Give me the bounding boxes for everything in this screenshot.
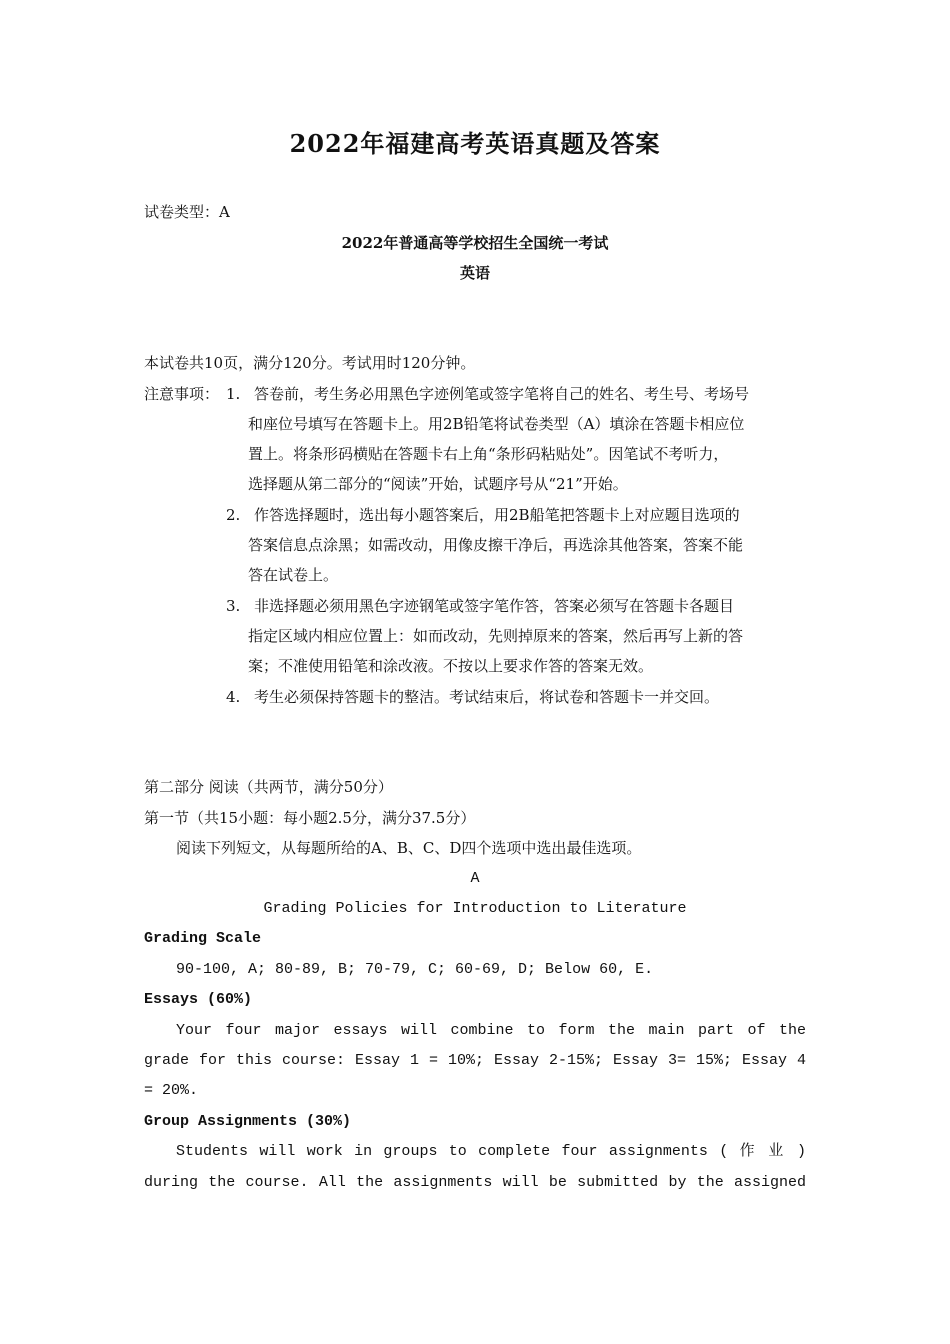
group-line: Students will work in groups to complete four assignments ( 作 业 ) bbox=[176, 1143, 806, 1160]
passage-letter: A bbox=[470, 870, 480, 887]
essays-line: Your four major essays will combine to form the main part of the bbox=[176, 1022, 806, 1039]
notice-number: 1. bbox=[226, 385, 241, 403]
notice-number: 4. bbox=[226, 688, 241, 706]
grading-heading: Grading Scale bbox=[144, 930, 262, 947]
notice-line: 答卷前，考生务必用黑色字迹例笔或签字笔将自己的姓名、考生号、考场号 bbox=[254, 385, 750, 403]
essays-line: = 20%. bbox=[144, 1082, 199, 1099]
notice-line: 指定区域内相应位置上：如而改动，先则掉原来的答案，然后再写上新的答 bbox=[248, 627, 744, 645]
exam-name: 2022年普通高等学校招生全国统一考试 bbox=[341, 234, 609, 252]
essays-line: grade for this course: Essay 1 = 10%; Essay 2-15%; Essay 3= 15%; Essay 4 bbox=[144, 1052, 806, 1069]
notice-line: 答案信息点涂黑；如需改动，用像皮擦干净后，再选涂其他答案，答案不能 bbox=[248, 536, 744, 554]
notice-line: 考生必须保持答题卡的整洁。考试结束后，将试卷和答题卡一并交回。 bbox=[254, 688, 720, 706]
notice-number: 2. bbox=[226, 506, 241, 524]
notice-line: 置上。将条形码横贴在答题卡右上角“条形码粘贴处”。因笔试不考听力， bbox=[248, 445, 729, 463]
grading-text: 90-100, A; 80-89, B; 70-79, C; 60-69, D; Below 60, E. bbox=[176, 961, 654, 978]
part2-heading: 第二部分 阅读（共两节，满分50分） bbox=[144, 778, 393, 796]
paper-type: 试卷类型：A bbox=[144, 203, 230, 221]
notice-line: 作答选择题时，选出每小题答案后，用2B船笔把答题卡上对应题目选项的 bbox=[254, 506, 740, 524]
essays-heading: Essays (60%) bbox=[144, 991, 253, 1008]
document-title: 2022年福建高考英语真题及答案 bbox=[289, 129, 661, 158]
exam-intro: 本试卷共10页，满分120分。考试用时120分钟。 bbox=[144, 354, 476, 372]
group-line: during the course. All the assignments will be submitted by the assigned bbox=[144, 1174, 806, 1191]
notice-line: 答在试卷上。 bbox=[248, 566, 339, 584]
group-heading: Group Assignments (30%) bbox=[144, 1113, 352, 1130]
notice-line: 非选择题必须用黑色字迹钢笔或签字笔作答，答案必须写在答题卡各题目 bbox=[254, 597, 735, 615]
notice-number: 3. bbox=[226, 597, 241, 615]
subject-label: 英语 bbox=[459, 264, 490, 282]
notice-line: 和座位号填写在答题卡上。用2B铅笔将试卷类型（A）填涂在答题卡相应位 bbox=[248, 415, 745, 433]
notice-line: 案；不准使用铅笔和涂改液。不按以上要求作答的答案无效。 bbox=[248, 657, 654, 675]
notice-line: 选择题从第二部分的“阅读”开始，试题序号从“21”开始。 bbox=[248, 475, 628, 493]
notice-label: 注意事项： bbox=[144, 385, 220, 403]
reading-instruction: 阅读下列短文，从每题所给的A、B、C、D四个选项中选出最佳选项。 bbox=[176, 839, 642, 857]
passage-title: Grading Policies for Introduction to Literature bbox=[263, 900, 687, 917]
section1-heading: 第一节（共15小题：每小题2.5分，满分37.5分） bbox=[144, 809, 476, 827]
